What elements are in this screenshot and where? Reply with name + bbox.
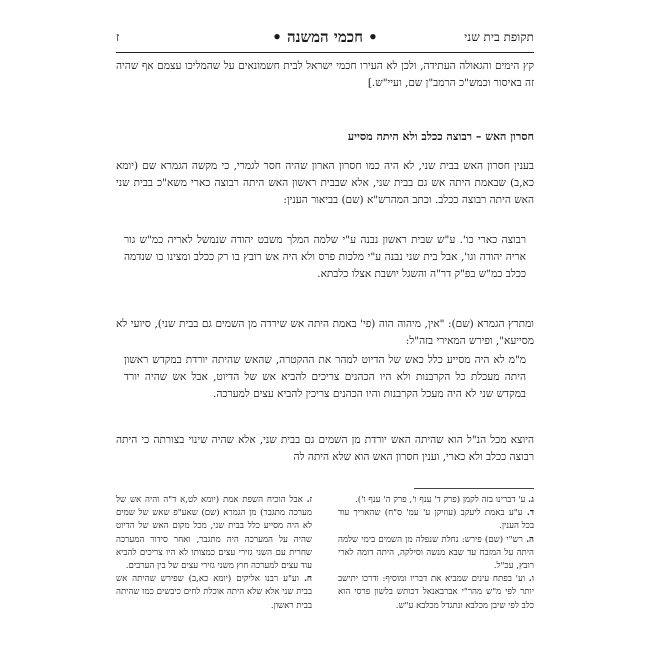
footnote: ד. ע"ע באמת ליעקב (עוזיקן ע' עמ' ס"ח) שהאריך עוד בכל הענין. bbox=[338, 508, 534, 532]
quote-maharsha: רבוצה כארי כו'. ע"ש שבית ראשון נבנה ע"י שלמה המלך משבט יהודה שנמשל לאריה כמ"ש גור אריה יהודה וגו', אבל בית שני נבנה ע"י מלכות פרס ולא היה אש רובץ בו רק ככלב ומצינו בו שנדמה ככלב כמ"ש בפ"ק דר"ה והשגל יושבת אצלו כלבתא. bbox=[124, 234, 526, 280]
paragraph-gemara: ומתרץ הגמרא (שם): "אין, מיהוה הוה (פי' באמת היתה אש שירדה מן השמים גם בבית שני), סיועי לא מסייעא", ופירש המאירי בזה"ל: bbox=[116, 318, 534, 347]
paragraph-continuation: קץ הימים והגאולה העתידה, ולכן לא העירו חכמי ישראל לבית חשמונאים על שהמליכו עצמם אף שהיה זה באיסור וכמש"כ הרמב"ן שם, ועיי"ש.] bbox=[116, 60, 534, 89]
footnote: ז. אבל הוכיח השפת אמת (יומא לט,א ד"ה והיה אש של מערכה מתגבר) מן הגמרא (שם) שאע"פ שאש של שמים לא היה מסייע כלל בבית שני, מכל מקום האש של הדיוט שהיה על המערכה היה מתגבר, ואחר סידור המערכה שחרית עם השני גזירי עצים כמצותו לא היו צריכים להביא עוד עצים למערכה חוץ משני גזירי עצים של בין הערבים. bbox=[116, 495, 313, 572]
paragraph-conclusion: היוצא מכל הנ"ל הוא שהיתה האש יורדת מן השמים גם בבית שני, אלא שהיה שינוי בצורתה כי היתה רבוצה ככלב ולא כארי, וענין חסרון האש הוא שלא היתה לה bbox=[116, 434, 534, 463]
footnotes-left-column bbox=[116, 494, 312, 613]
header-section-title: תקופת בית שני bbox=[464, 30, 534, 44]
footnote: ח. וע"ע רבנו אליקים (יומא כא,ב) שפירש שהיתה אש בבית שני אלא שלא היתה אוכלת לחים כיבשים כמו שהיתה בבית ראשון. bbox=[116, 574, 313, 611]
footnote: ג. ע' דברינו בזה לקמן (פרק ד' ענף ו', פרק ה' ענף ו'). bbox=[355, 495, 534, 505]
page-number: ז bbox=[116, 30, 120, 44]
footnotes-right-column bbox=[338, 494, 534, 613]
footnote: ו. וע' בפתח עינים שמביא את דבריו ומוסיף: ודרכו יתישב יותר לפי מ"ש מהר"י אברבאנאל דכותש בלשון פרסי הוא כלב לפי שיבן מכלבא ונתגדל מכלבא ע"ש. bbox=[338, 574, 534, 611]
header-rule bbox=[116, 52, 534, 53]
header-book-title: • חכמי המשנה • bbox=[272, 28, 378, 46]
running-header bbox=[116, 28, 534, 48]
quote-meiri: מ"מ לא היה מסייע כלל כאש של הדיוט למהר את ההקטרה, שהאש שהיתה יורדת במקדש ראשון היתה מעכלת כל הקרבנות ולא היו הכהנים צריכים להביא אש של הדיוט, אבל אש שהיה יורד במקדש שני לא היה מעכל הקרבנות והיו הכהנים צריכין להביא עצים למערכה. bbox=[124, 354, 526, 400]
footnote-rule bbox=[414, 488, 534, 489]
paragraph-intro: בענין חסרון האש בבית שני, לא היה כמו חסרון הארון שהיה חסר לגמרי, כי מקשה הגמרא שם (יומא כא,ב) שבאמת היתה אש גם בבית שני, אלא שבבית ראשון האש היתה רבוצה כארי משא"כ בבית שני האש היתה רבוצה ככלב. וכתב המהרש"א (שם) בביאור הענין: bbox=[116, 160, 534, 206]
footnote: ה. רש"י (שם) פירש: נחלת שנפלה מן השמים בימי שלמה היתה על המזבח עד שבא מנשה וסילקה, היתה דומה לארי רובץ, עכ"ל. bbox=[338, 534, 534, 572]
section-heading: חסרון האש – רבוצה ככלב ולא היתה מסייע bbox=[347, 130, 534, 143]
